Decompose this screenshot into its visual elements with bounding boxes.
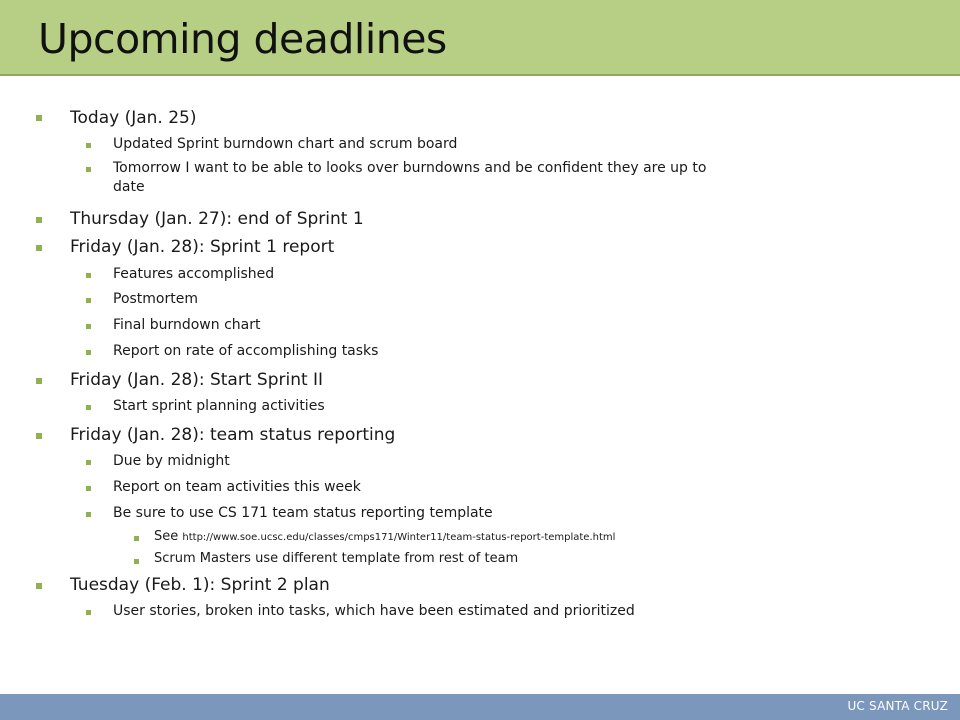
square-bullet-icon xyxy=(86,273,91,278)
list-item-text: Today (Jan. 25) xyxy=(70,108,197,128)
template-link[interactable]: http://www.soe.ucsc.edu/classes/cmps171/Winter11/team-status-report-template.html xyxy=(182,532,616,543)
square-bullet-icon xyxy=(36,245,42,251)
square-bullet-icon xyxy=(36,378,42,384)
see-label: See xyxy=(154,529,183,544)
square-bullet-icon xyxy=(86,405,91,410)
list-item-text: Final burndown chart xyxy=(113,317,261,333)
list-item-text: Start sprint planning activities xyxy=(113,398,325,414)
list-item-text: Report on rate of accomplishing tasks xyxy=(113,343,379,359)
list-item-text: Thursday (Jan. 27): end of Sprint 1 xyxy=(70,209,364,229)
slide-title: Upcoming deadlines xyxy=(38,15,447,63)
square-bullet-icon xyxy=(36,583,42,589)
footer-label: UC SANTA CRUZ xyxy=(847,699,948,713)
list-item-text: Report on team activities this week xyxy=(113,479,361,495)
square-bullet-icon xyxy=(86,350,91,355)
square-bullet-icon xyxy=(86,486,91,491)
square-bullet-icon xyxy=(86,610,91,615)
square-bullet-icon xyxy=(86,143,91,148)
list-item-text: User stories, broken into tasks, which have been estimated and prioritized xyxy=(113,603,635,619)
square-bullet-icon xyxy=(86,324,91,329)
list-item-text: Tomorrow I want to be able to looks over burndowns and be confident they are up to xyxy=(113,160,707,176)
square-bullet-icon xyxy=(36,115,42,121)
square-bullet-icon xyxy=(36,433,42,439)
list-item-text: Friday (Jan. 28): Sprint 1 report xyxy=(70,237,335,257)
list-item-text: Tuesday (Feb. 1): Sprint 2 plan xyxy=(70,575,330,595)
list-item-text xyxy=(154,529,615,544)
footer-bar xyxy=(0,694,960,720)
list-item-text: Be sure to use CS 171 team status reporting template xyxy=(113,505,493,521)
list-item-text: Due by midnight xyxy=(113,453,230,469)
list-item-text: Updated Sprint burndown chart and scrum board xyxy=(113,136,458,152)
square-bullet-icon xyxy=(134,559,139,564)
list-item-text-continued: date xyxy=(113,179,145,195)
square-bullet-icon xyxy=(134,536,139,541)
square-bullet-icon xyxy=(86,298,91,303)
list-item-text: Friday (Jan. 28): Start Sprint II xyxy=(70,370,324,390)
square-bullet-icon xyxy=(86,460,91,465)
square-bullet-icon xyxy=(36,217,42,223)
list-item-text: Postmortem xyxy=(113,291,198,307)
list-item-text: Friday (Jan. 28): team status reporting xyxy=(70,425,396,445)
square-bullet-icon xyxy=(86,512,91,517)
list-item-text: Features accomplished xyxy=(113,266,275,282)
square-bullet-icon xyxy=(86,167,91,172)
list-item-text: Scrum Masters use different template from rest of team xyxy=(154,551,519,566)
